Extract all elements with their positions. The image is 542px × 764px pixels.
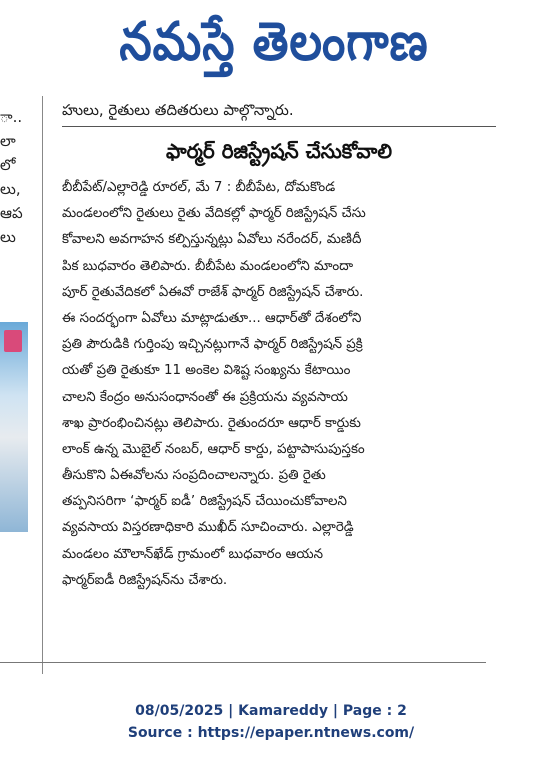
article-headline: ఫార్మర్‌ రిజిస్ట్రేషన్‌ చేసుకోవాలి xyxy=(165,139,393,163)
body-line: ఈ సందర్భంగా ఏవోలు మాట్లాడుతూ... ఆధార్‌తో దేశంలోని xyxy=(62,310,362,326)
left-text-fragment: లో xyxy=(0,156,16,174)
body-line: చాలని కేంద్రం అనుసంధానంతో ఈ ప్రక్రియను వ్యవసాయ xyxy=(62,389,348,405)
body-line: లాంక్‌ ఉన్న మొబైల్‌ నంబర్‌, ఆధార్‌ కార్డు, పట్టాపాసుపుస్తకం xyxy=(62,441,365,457)
page-bottom-rule xyxy=(0,662,486,663)
body-line: కోవాలని అవగాహన కల్పిస్తున్నట్లు ఏవోలు నరేందర్‌, మణిదీ xyxy=(62,232,362,248)
clipping-source-footer xyxy=(0,700,542,744)
masthead-title: నమస్తే తెలంగాణ xyxy=(119,9,429,73)
newspaper-masthead xyxy=(74,4,474,78)
body-line: పిక బుధవారం తెలిపారు. బీబీపేట మండలంలోని మాందా xyxy=(62,258,354,274)
article-body xyxy=(62,175,496,594)
edition-info: 08/05/2025 | Kamareddy | Page : 2 xyxy=(135,703,407,719)
left-text-fragment: ఆప xyxy=(0,204,23,222)
body-line: మండలం మౌలాన్‌ఖేడ్‌ గ్రామంలో బుధవారం ఆయన xyxy=(62,546,323,562)
adjacent-photo-fragment xyxy=(0,322,28,532)
body-line: తీసుకొని ఏఈవోలను సంప్రదించాలన్నారు. ప్రతి రైతు xyxy=(62,468,326,484)
left-text-fragment: లు, xyxy=(0,180,21,198)
body-line: ప్రతి పౌరుడికి గుర్తింపు ఇచ్చినట్లుగానే ఫార్మర్‌ రిజిస్ట్రేషన్‌ ప్రక్రి xyxy=(62,337,363,353)
previous-article-last-line: హులు, రైతులు తదితరులు పాల్గొన్నారు. xyxy=(62,101,294,119)
left-text-fragment: లు xyxy=(0,228,16,246)
body-line: శాఖ ప్రారంభించినట్లు తెలిపారు. రైతుందరూ ఆధార్‌ కార్డుకు xyxy=(62,415,361,431)
left-text-fragment: లా xyxy=(0,132,16,150)
source-link: Source : https://epaper.ntnews.com/ xyxy=(127,725,415,741)
body-line: యతో ప్రతి రైతుకూ 11 అంకెల విశిష్ట సంఖ్యను కేటాయిం xyxy=(62,363,351,379)
body-line: వ్యవసాయ విస్తరణాధికారి ముఖీద్‌ సూచించారు. ఎల్లారెడ్డి xyxy=(62,520,354,536)
photo-detail xyxy=(4,330,22,352)
body-line: తప్పనిసరిగా ‘ఫార్మర్‌ ఐడీ’ రిజిస్ట్రేషన్‌ చేయించుకోవాలని xyxy=(62,494,347,510)
body-line: మండలంలోని రైతులు రైతు వేదికల్లో ఫార్మర్‌ రిజిస్ట్రేషన్‌ చేసు xyxy=(62,206,366,222)
article-separator xyxy=(62,126,496,127)
body-line: ఫార్మర్‌ఐడీ రిజిస్ట్రేషన్‌ను చేశారు. xyxy=(62,572,228,588)
body-line: పూర్‌ రైతువేదికలో ఏఈవో రాజేశ్‌ ఫార్మర్‌ రిజిస్ట్రేషన్‌ చేశారు. xyxy=(62,284,364,300)
left-text-fragment: ా.. xyxy=(0,108,23,126)
column-divider xyxy=(42,96,43,674)
body-line: బీబీపేట్‌/ఎల్లారెడ్డి రూరల్‌, మే 7 : బీబీపేట, దోమకొండ xyxy=(62,180,336,195)
news-article xyxy=(62,98,496,594)
